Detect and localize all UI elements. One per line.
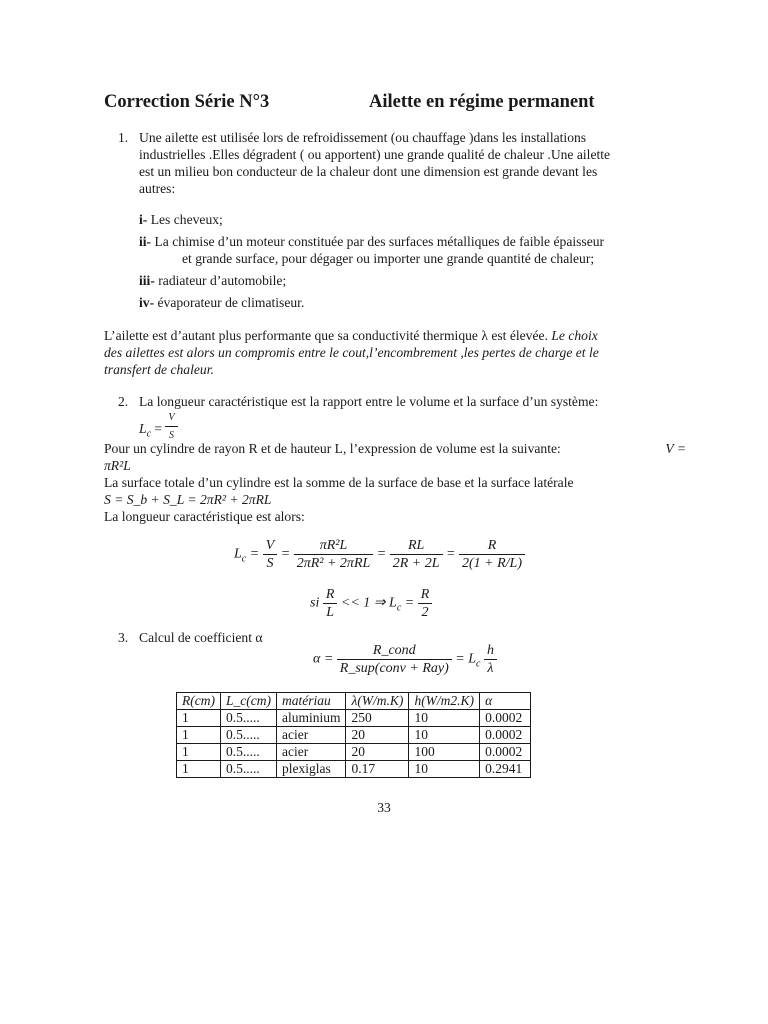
item1-line: Une ailette est utilisée lors de refroidissement (ou chauffage )dans les installations [139,130,587,145]
page-number: 33 [377,800,391,815]
equation-lc: $L_c$ = $\frac{V}{S}$ = $\frac{\text{πR²L}}{\text{2πR² + 2πRL}}$ = $\frac{RL}{2R + 2L}$ = $\frac{R}{2(1 + R/L)}$ [234,537,525,572]
list-item: ii- La chimise d’un moteur constituée par des surfaces métalliques de faible épaisseur [139,234,605,249]
table-row: 1 0.5..... plexiglas 0.17 10 0.2941 [177,761,531,778]
item3-number: 3. [118,630,129,645]
item2-number: 2. [118,394,129,409]
table-row: 1 0.5..... acier 20 100 0.0002 [177,744,531,761]
list-item-continuation: et grande surface, pour dégager ou importer une grande quantité de chaleur; [182,251,595,266]
paragraph-ailette: L’ailette est d’autant plus performante que sa conductivité thermique λ est élevée. Le choix des ailettes est alors un compromis entre le cout,l’encombrement ,les pertes de charge et le transfert de chaleur. [104,328,599,377]
list-item: i- Les cheveux; [139,212,223,227]
equation-approx: si $\frac{R}{L}$ << 1 ⇒ $L_c$ = $\frac{R}{2}$ [310,586,432,621]
item1-line: autres: [139,181,176,196]
item1-list [139,211,684,311]
list-item: iv- évaporateur de climatiseur. [139,295,305,310]
lc-formula: $L_c$ = $\frac{V}{S}$ [139,409,684,444]
item1-line: est un milieu bon conducteur de la chaleur dont une dimension est grande devant les [139,164,598,179]
table-row: 1 0.5..... acier 20 10 0.0002 [177,727,531,744]
title-right: Ailette en régime permanent [369,92,595,112]
table-row: 1 0.5..... aluminium 250 10 0.0002 [177,710,531,727]
item3-text: Calcul de coefficient α [139,630,263,645]
title-left: Correction Série N°3 [104,92,270,112]
page-title [104,92,684,113]
item1-text [139,129,684,197]
data-table [176,692,531,778]
item2-text: La longueur caractéristique est la rapport entre le volume et la surface d’un système: $L_c$ = $\frac{V}{S}$ [139,393,684,444]
equation-alpha: α = $\frac{\text{R\_cond}}{\text{R\_sup(conv + Ray)}}$ = $L_c$ $\frac{h}{\lambda}$ [313,642,497,677]
item1-number: 1. [118,130,129,145]
list-item: iii- radiateur d’automobile; [139,273,287,288]
item1-line: industrielles .Elles dégradent ( ou apportent) une grande qualité de chaleur .Une ailette [139,147,611,162]
paragraph-cylinder: Pour un cylindre de rayon R et de hauteur L, l’expression de volume est la suivante: V = πR²L La surface totale d’un cylindre est la somme de la surface de base et la surface latérale S = S_b + S_L = 2πR² + 2πRL La longueur caractéristique est alors: [104,441,686,524]
table-header-row: R(cm) L_c(cm) matériau λ(W/m.K) h(W/m2.K) α [177,693,531,710]
